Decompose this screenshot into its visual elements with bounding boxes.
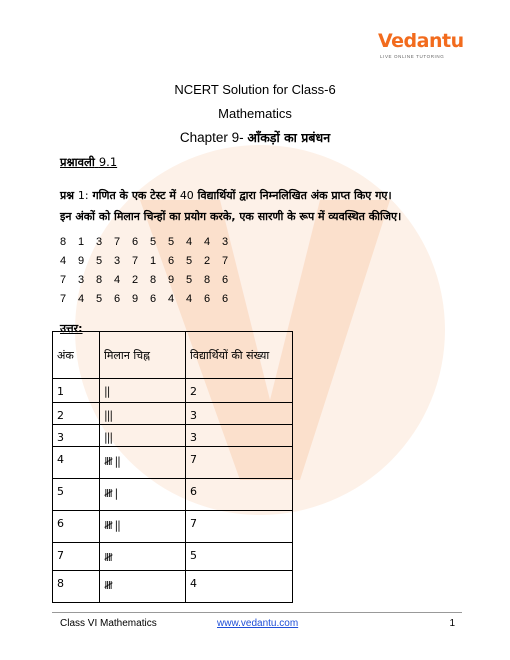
cell-count: 5 (186, 543, 293, 571)
page-number: 1 (449, 618, 455, 629)
cell-tally: 𝍸 | (100, 479, 186, 511)
table-header-row (53, 332, 293, 379)
answer-label: उत्तर: (60, 322, 83, 335)
mark-value: 3 (96, 236, 103, 248)
website-link[interactable]: www.vedantu.com (217, 618, 299, 629)
main-content (60, 155, 460, 345)
solution-title: NCERT Solution for Class-6 (174, 82, 336, 97)
mark-value: 5 (96, 255, 103, 267)
mark-value: 9 (78, 255, 85, 267)
question-part1: गणित के एक टेस्ट में (92, 189, 176, 202)
chapter-name: आँकड़ों का प्रबंधन (247, 130, 331, 145)
cell-mark: 1 (53, 379, 100, 403)
mark-value: 6 (222, 293, 229, 305)
logo-wordmark: Vedantu (378, 30, 464, 52)
cell-count: 3 (186, 425, 293, 447)
exercise-number: 9.1 (98, 155, 118, 169)
cell-mark: 6 (53, 511, 100, 543)
marks-row (60, 233, 460, 252)
chapter-title (0, 128, 510, 148)
mark-value: 7 (60, 274, 67, 286)
marks-row (60, 252, 460, 271)
document-header (0, 80, 510, 152)
table-row (53, 447, 293, 479)
question-prefix: प्रश्न (60, 189, 75, 202)
mark-value: 7 (222, 255, 229, 267)
mark-value: 1 (78, 236, 85, 248)
cell-tally: || (100, 379, 186, 403)
mark-value: 6 (114, 293, 121, 305)
mark-value: 9 (132, 293, 139, 305)
exercise-heading (60, 155, 460, 170)
mark-value: 7 (132, 255, 139, 267)
mark-value: 5 (186, 274, 193, 286)
mark-value: 3 (222, 236, 229, 248)
table-row (53, 403, 293, 425)
cell-count: 2 (186, 379, 293, 403)
header-marks: अंक (53, 332, 100, 379)
cell-mark: 8 (53, 571, 100, 603)
cell-count: 7 (186, 511, 293, 543)
vedantu-logo (378, 30, 464, 64)
mark-value: 2 (204, 255, 211, 267)
tally-table (52, 331, 293, 603)
cell-count: 3 (186, 403, 293, 425)
mark-value: 9 (168, 274, 175, 286)
cell-mark: 5 (53, 479, 100, 511)
header-count: विद्यार्थियों की संख्या (186, 332, 293, 379)
mark-value: 4 (186, 293, 193, 305)
mark-value: 3 (78, 274, 85, 286)
cell-tally: 𝍸 || (100, 511, 186, 543)
marks-row (60, 271, 460, 290)
mark-value: 4 (78, 293, 85, 305)
mark-value: 8 (60, 236, 67, 248)
mark-value: 6 (168, 255, 175, 267)
mark-value: 6 (150, 293, 157, 305)
cell-tally: 𝍸 || (100, 447, 186, 479)
mark-value: 5 (96, 293, 103, 305)
chapter-prefix: Chapter 9- (179, 130, 244, 145)
mark-value: 7 (60, 293, 67, 305)
subject-title: Mathematics (218, 106, 292, 121)
table-row (53, 479, 293, 511)
table-row (53, 571, 293, 603)
cell-mark: 4 (53, 447, 100, 479)
mark-value: 6 (222, 274, 229, 286)
mark-value: 4 (186, 236, 193, 248)
mark-value: 2 (132, 274, 139, 286)
mark-value: 4 (60, 255, 67, 267)
table-row (53, 543, 293, 571)
mark-value: 1 (150, 255, 157, 267)
question-text (60, 185, 460, 227)
mark-value: 8 (96, 274, 103, 286)
mark-value: 6 (132, 236, 139, 248)
mark-value: 6 (204, 293, 211, 305)
header-tally: मिलान चिह्न (100, 332, 186, 379)
table-row (53, 511, 293, 543)
table-row (53, 379, 293, 403)
mark-value: 5 (186, 255, 193, 267)
mark-value: 5 (150, 236, 157, 248)
cell-count: 4 (186, 571, 293, 603)
question-line2: इन अंकों को मिलान चिन्हों का प्रयोग करके, एक सारणी के रूप में व्यवस्थित कीजिए। (60, 210, 402, 223)
mark-value: 4 (204, 236, 211, 248)
cell-mark: 3 (53, 425, 100, 447)
question-number: 1: (77, 189, 89, 202)
student-count: 40 (179, 189, 194, 202)
mark-value: 5 (168, 236, 175, 248)
cell-tally: 𝍸 (100, 571, 186, 603)
logo-tagline: LIVE ONLINE TUTORING (380, 54, 445, 59)
mark-value: 4 (114, 274, 121, 286)
mark-value: 8 (150, 274, 157, 286)
mark-value: 4 (168, 293, 175, 305)
mark-value: 8 (204, 274, 211, 286)
footer-divider (52, 612, 462, 613)
cell-mark: 2 (53, 403, 100, 425)
cell-count: 7 (186, 447, 293, 479)
footer-class-label: Class VI Mathematics (60, 618, 157, 629)
cell-tally: 𝍸 (100, 543, 186, 571)
marks-list (60, 233, 460, 309)
cell-tally: ||| (100, 425, 186, 447)
mark-value: 3 (114, 255, 121, 267)
exercise-label: प्रश्नावली (60, 155, 95, 169)
marks-row (60, 290, 460, 309)
cell-mark: 7 (53, 543, 100, 571)
question-part2: विद्यार्थियों द्वारा निम्नलिखित अंक प्राप्त किए गए। (197, 189, 392, 202)
cell-tally: ||| (100, 403, 186, 425)
mark-value: 7 (114, 236, 121, 248)
cell-count: 6 (186, 479, 293, 511)
table-row (53, 425, 293, 447)
